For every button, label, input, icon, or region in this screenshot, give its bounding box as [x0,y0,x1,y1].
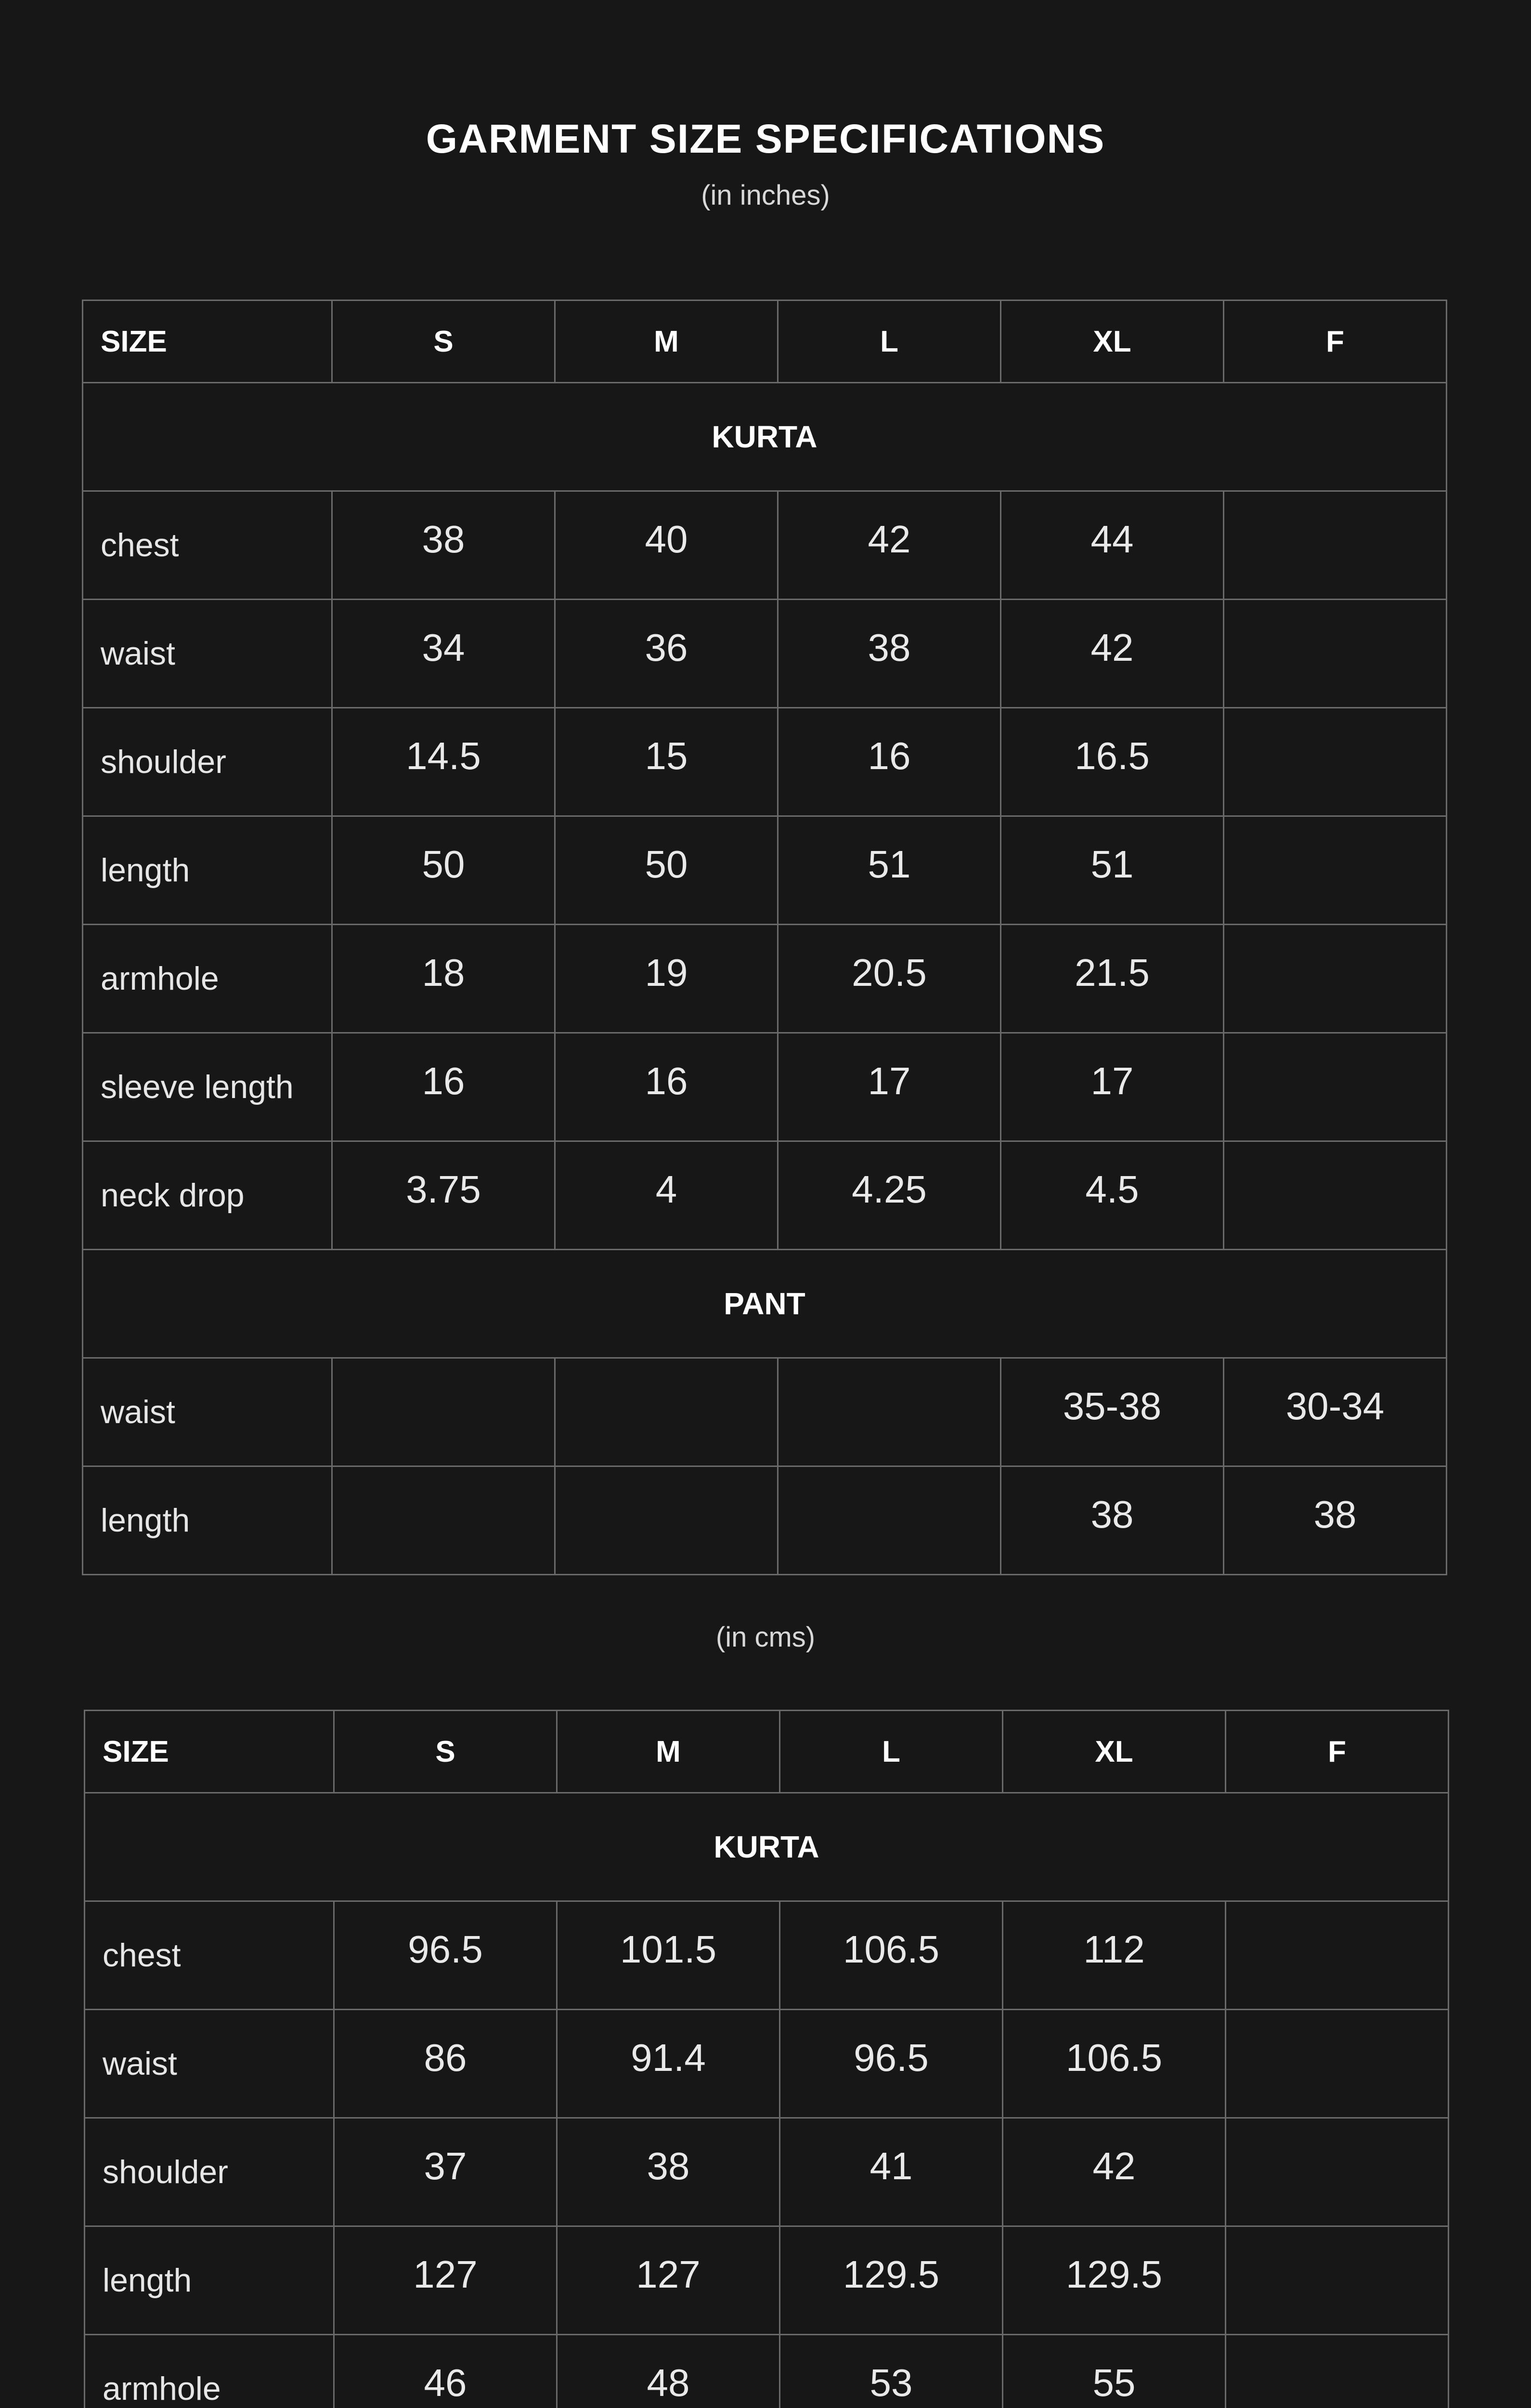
value-cell [780,2118,1003,2226]
value-cell [557,2335,780,2408]
cell-value: 40 [645,518,688,561]
value-cell [332,1358,555,1466]
section-title-kurta: KURTA [85,1793,1449,1901]
value-cell [778,708,1001,816]
value-cell [1224,600,1447,708]
value-cell [1226,2010,1449,2118]
value-cell [778,1358,1001,1466]
value-cell [557,2226,780,2335]
value-cell [1226,2118,1449,2226]
cell-value: 96.5 [854,2036,929,2079]
value-cell [332,708,555,816]
cell-value: 129.5 [1065,2253,1163,2296]
cell-value: 38 [1090,1493,1134,1536]
cell-value: 127 [636,2253,701,2296]
cell-value: 106.5 [843,1928,940,1971]
value-cell [1001,816,1224,925]
value-cell [780,1901,1003,2010]
table-row [83,708,1447,816]
cell-value: 35-38 [1063,1385,1162,1427]
cell-value: 20.5 [852,951,927,994]
cell-value: 38 [647,2145,690,2187]
value-cell [1001,600,1224,708]
value-cell [1224,708,1447,816]
value-cell [778,491,1001,600]
value-cell [1224,1466,1447,1575]
cell-value: 34 [422,626,465,669]
cell-value: 96.5 [408,1928,483,1971]
value-cell [555,925,778,1033]
value-cell [1003,2335,1226,2408]
value-cell [334,2226,557,2335]
unit-label-cms: (in cms) [715,1622,816,1653]
value-cell [778,925,1001,1033]
cell-value: 16 [645,1060,688,1102]
value-cell [332,1033,555,1141]
value-cell [555,600,778,708]
value-cell [1226,1901,1449,2010]
value-cell [332,1466,555,1575]
value-cell [332,925,555,1033]
value-cell [1001,1358,1224,1466]
value-cell [334,2118,557,2226]
header-size-f: F [1224,301,1447,383]
value-cell [332,491,555,600]
value-cell [1224,816,1447,925]
cell-value: 53 [869,2361,913,2404]
row-label: chest [83,491,332,600]
section-title-pant: PANT [83,1250,1447,1358]
cell-value: 4 [655,1168,677,1211]
cell-value: 86 [424,2036,467,2079]
header-size-xl: XL [1001,301,1224,383]
header-size-label: SIZE [83,301,332,383]
value-cell [778,1141,1001,1250]
row-label: waist [83,600,332,708]
section-row [85,1793,1449,1901]
table-row [83,1033,1447,1141]
value-cell [1224,1141,1447,1250]
cell-value: 16 [422,1060,465,1102]
cell-value: 91.4 [631,2036,706,2079]
page-title: GARMENT SIZE SPECIFICATIONS [426,116,1105,161]
value-cell [778,600,1001,708]
header-size-m: M [557,1711,780,1793]
header-size-s: S [334,1711,557,1793]
value-cell [1001,491,1224,600]
value-cell [778,1466,1001,1575]
cell-value: 38 [1313,1493,1357,1536]
cell-value: 4.25 [852,1168,927,1211]
header-size-f: F [1226,1711,1449,1793]
value-cell [1001,1141,1224,1250]
value-cell [557,2010,780,2118]
cell-value: 129.5 [843,2253,940,2296]
table-row [85,2226,1449,2335]
section-row [83,383,1447,491]
value-cell [1001,925,1224,1033]
row-label: armhole [83,925,332,1033]
table-row [83,1358,1447,1466]
header-size-l: L [778,301,1001,383]
row-label: shoulder [83,708,332,816]
row-label: chest [85,1901,334,2010]
cell-value: 112 [1083,1928,1145,1971]
unit-label-inches: (in inches) [701,180,830,211]
value-cell [334,1901,557,2010]
cell-value: 42 [868,518,911,561]
value-cell [332,600,555,708]
cell-value: 30-34 [1285,1385,1385,1427]
table-row [85,2010,1449,2118]
row-label: waist [83,1358,332,1466]
value-cell [1003,2226,1226,2335]
cell-value: 101.5 [620,1928,717,1971]
value-cell [1224,491,1447,600]
value-cell [1001,1466,1224,1575]
header-size-l: L [780,1711,1003,1793]
cell-value: 16.5 [1075,734,1150,777]
value-cell [332,816,555,925]
value-cell [555,816,778,925]
header-row [85,1711,1449,1793]
row-label: shoulder [85,2118,334,2226]
cell-value: 127 [413,2253,478,2296]
row-label: sleeve length [83,1033,332,1141]
cell-value: 41 [869,2145,913,2187]
value-cell [1003,2118,1226,2226]
header-size-m: M [555,301,778,383]
cell-value: 19 [645,951,688,994]
table-row [83,925,1447,1033]
value-cell [780,2335,1003,2408]
cell-value: 3.75 [406,1168,481,1211]
cell-value: 46 [424,2361,467,2404]
value-cell [1224,925,1447,1033]
value-cell [557,1901,780,2010]
header-size-s: S [332,301,555,383]
cell-value: 48 [647,2361,690,2404]
cell-value: 37 [424,2145,467,2187]
value-cell [780,2226,1003,2335]
value-cell [780,2010,1003,2118]
size-table-inches [82,300,1447,1575]
value-cell [555,491,778,600]
table-row [83,491,1447,600]
size-table-cms [84,1710,1449,2408]
row-label: length [83,816,332,925]
cell-value: 4.5 [1085,1168,1139,1211]
cell-value: 55 [1092,2361,1136,2404]
value-cell [1001,1033,1224,1141]
value-cell [555,708,778,816]
value-cell [555,1033,778,1141]
cell-value: 38 [422,518,465,561]
cell-value: 38 [868,626,911,669]
cell-value: 50 [645,843,688,886]
table-row [83,1466,1447,1575]
cell-value: 21.5 [1075,951,1150,994]
row-label: length [83,1466,332,1575]
table-row [85,2335,1449,2408]
cell-value: 42 [1090,626,1134,669]
value-cell [1224,1033,1447,1141]
header-size-xl: XL [1003,1711,1226,1793]
cell-value: 14.5 [406,734,481,777]
value-cell [1003,2010,1226,2118]
cell-value: 106.5 [1065,2036,1163,2079]
value-cell [1001,708,1224,816]
table-row [85,2118,1449,2226]
value-cell [778,1033,1001,1141]
value-cell [555,1466,778,1575]
value-cell [1226,2226,1449,2335]
value-cell [1226,2335,1449,2408]
section-row [83,1250,1447,1358]
table-row [83,600,1447,708]
value-cell [1003,1901,1226,2010]
cell-value: 36 [645,626,688,669]
value-cell [557,2118,780,2226]
value-cell [334,2010,557,2118]
cell-value: 15 [645,734,688,777]
table-row [85,1901,1449,2010]
cell-value: 44 [1090,518,1134,561]
value-cell [332,1141,555,1250]
cell-value: 50 [422,843,465,886]
row-label: waist [85,2010,334,2118]
cell-value: 42 [1092,2145,1136,2187]
row-label: length [85,2226,334,2335]
table-row [83,1141,1447,1250]
value-cell [555,1358,778,1466]
table-row [83,816,1447,925]
cell-value: 16 [868,734,911,777]
cell-value: 17 [1090,1060,1134,1102]
row-label: neck drop [83,1141,332,1250]
row-label: armhole [85,2335,334,2408]
value-cell [334,2335,557,2408]
cell-value: 51 [868,843,911,886]
value-cell [1224,1358,1447,1466]
cell-value: 51 [1090,843,1134,886]
section-title-kurta: KURTA [83,383,1447,491]
cell-value: 18 [422,951,465,994]
cell-value: 17 [868,1060,911,1102]
header-row [83,301,1447,383]
value-cell [778,816,1001,925]
header-size-label: SIZE [85,1711,334,1793]
value-cell [555,1141,778,1250]
